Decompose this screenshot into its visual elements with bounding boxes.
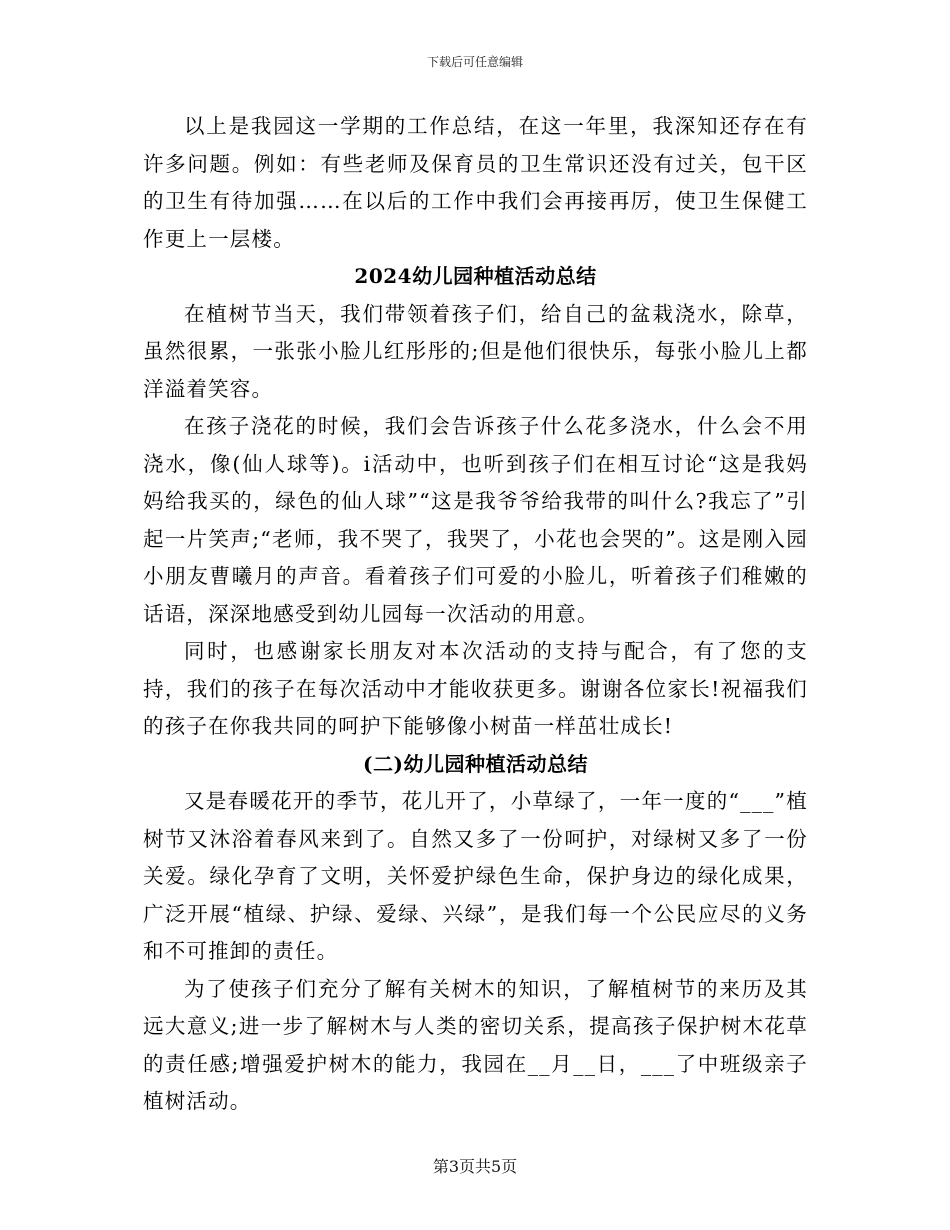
- paragraph: 以上是我园这一学期的工作总结，在这一年里，我深知还存在有许多问题。例如：有些老师及保育员的卫生常识还没有过关，包干区的卫生有待加强……在以后的工作中我们会再接再厉，使卫生保健工作更上一层楼。: [143, 114, 808, 251]
- document-body: [143, 108, 808, 1121]
- paragraph: 同时，也感谢家长朋友对本次活动的支持与配合，有了您的支持，我们的孩子在每次活动中才能收获更多。谢谢各位家长!祝福我们的孩子在你我共同的呵护下能够像小树苗一样茁壮成长!: [143, 639, 808, 738]
- paragraph: 为了使孩子们充分了解有关树木的知识，了解植树节的来历及其远大意义;进一步了解树木与人类的密切关系，提高孩子保护树木花草的责任感;增强爱护树木的能力，我园在__月__日，___了中班级亲子植树活动。: [143, 976, 808, 1113]
- page-header-note: 下载后可任意编辑: [426, 55, 523, 69]
- page-number: 第3页共5页: [432, 1157, 518, 1176]
- paragraph: 又是春暖花开的季节，花儿开了，小草绿了，一年一度的“___”植树节又沐浴着春风来到了。自然又多了一份呵护，对绿树又多了一份关爱。绿化孕育了文明，关怀爱护绿色生命，保护身边的绿化成果，广泛开展“植绿、护绿、爱绿、兴绿”，是我们每一个公民应尽的义务和不可推卸的责任。: [143, 789, 808, 963]
- paragraph: 在孩子浇花的时候，我们会告诉孩子什么花多浇水，什么会不用浇水，像(仙人球等)。i活动中，也听到孩子们在相互讨论“这是我妈妈给我买的，绿色的仙人球”“这是我爷爷给我带的叫什么?我忘了”引起一片笑声;“老师，我不哭了，我哭了，小花也会哭的”。这是刚入园小朋友曹曦月的声音。看着孩子们可爱的小脸儿，听着孩子们稚嫩的话语，深深地感受到幼儿园每一次活动的用意。: [143, 414, 808, 626]
- section-heading: 2024幼儿园种植活动总结: [354, 264, 597, 288]
- section-heading: (二)幼儿园种植活动总结: [363, 751, 588, 776]
- paragraph: 在植树节当天，我们带领着孩子们，给自己的盆栽浇水，除草，虽然很累，一张张小脸儿红彤彤的;但是他们很快乐，每张小脸儿上都洋溢着笑容。: [143, 301, 808, 401]
